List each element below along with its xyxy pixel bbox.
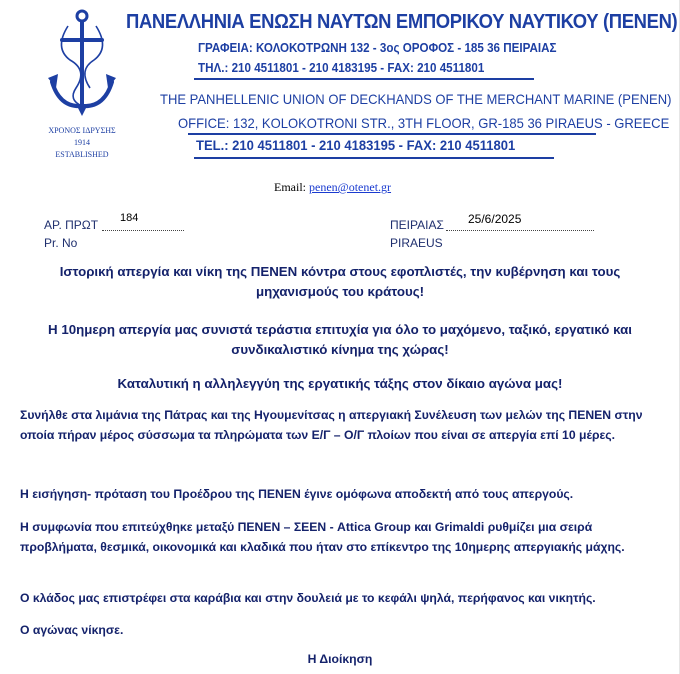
place-label: ΠΕΙΡΑΙΑΣ <box>390 218 444 232</box>
paragraph-5: Ο αγώνας νίκησε. <box>20 623 124 637</box>
phone-greek: ΤΗΛ.: 210 4511801 - 210 4183195 - FAX: 210 4511801 <box>198 61 485 75</box>
logo-caption-year: 1914 <box>74 138 90 147</box>
address-english: OFFICE: 132, KOLOKOTRONI STR., 3TH FLOOR, GR-185 36 PIRAEUS - GREECE <box>178 115 670 131</box>
signature: Η Διοίκηση <box>307 652 373 666</box>
place-label-english: PIRAEUS <box>390 236 443 250</box>
divider-line <box>188 133 596 135</box>
paragraph-3: Η συμφωνία που επιτεύχθηκε μεταξύ ΠΕΝΕΝ – ΣΕΕΝ - Attica Group και Grimaldi ρυθμίζει μια σειρά προβλήματα, θεσμικά, οικονομικά και κλαδικά που ήταν στο επίκεντρο της 10ημερης απεργιακής μάχης. <box>20 520 625 554</box>
address-greek: ΓΡΑΦΕΙΑ: ΚΟΛΟΚΟΤΡΩΝΗ 132 - 3ος ΟΡΟΦΟΣ - 185 36 ΠΕΙΡΑΙΑΣ <box>198 41 557 55</box>
letter-date: 25/6/2025 <box>468 212 522 226</box>
union-title-english: THE PANHELLENIC UNION OF DECKHANDS OF THE MERCHANT MARINE (PENEN) <box>160 91 672 107</box>
protocol-dotted-line <box>102 230 184 231</box>
divider-line <box>194 78 534 80</box>
protocol-number: 184 <box>120 212 139 224</box>
headline-1: Ιστορική απεργία και νίκη της ΠΕΝΕΝ κόντρα στους εφοπλιστές, την κυβέρνηση και τους μηχανισμούς του κράτους! <box>59 264 621 299</box>
date-dotted-line <box>446 230 594 231</box>
logo-caption-founded: ΧΡΟΝΟΣ ΙΔΡΥΣΗΣ <box>48 126 116 135</box>
email-line <box>274 180 391 195</box>
email-label: Email: <box>274 180 306 194</box>
anchor-icon <box>48 8 116 120</box>
protocol-label-english: Pr. No <box>44 236 78 250</box>
email-link[interactable]: penen@otenet.gr <box>309 180 392 194</box>
headline-2: Η 10ημερη απεργία μας συνιστά τεράστια επιτυχία για όλο το μαχόμενο, ταξικό, εργατικό και συνδικαλιστικό κίνημα της χώρας! <box>48 322 632 357</box>
logo-caption-established: ESTABLISHED <box>55 150 109 159</box>
headline-3: Καταλυτική η αλληλεγγύη της εργατικής τάξης στον δίκαιο αγώνα μας! <box>117 376 563 391</box>
divider-line <box>194 157 554 159</box>
paragraph-2: Η εισήγηση- πρόταση του Προέδρου της ΠΕΝΕΝ έγινε ομόφωνα αποδεκτή από τους απεργούς. <box>20 487 574 501</box>
phone-english: TEL.: 210 4511801 - 210 4183195 - FAX: 210 4511801 <box>196 137 516 153</box>
protocol-label: ΑΡ. ΠΡΩΤ <box>44 218 99 232</box>
paragraph-4: Ο κλάδος μας επιστρέφει στα καράβια και στην δουλειά με το κεφάλι ψηλά, περήφανος και νικητής. <box>20 591 596 605</box>
paragraph-1: Συνήλθε στα λιμάνια της Πάτρας και της Ηγουμενίτσας η απεργιακή Συνέλευση των μελών της ΠΕΝΕΝ στην οποία πήραν μέρος σύσσωμα τα πληρώματα των Ε/Γ – Ο/Γ πλοίων που είναι σε απεργία επί 10 μέρες. <box>20 408 643 442</box>
union-title-greek: ΠΑΝΕΛΛΗΝΙΑ ΕΝΩΣΗ ΝΑΥΤΩΝ ΕΜΠΟΡΙΚΟΥ ΝΑΥΤΙΚΟΥ (ΠΕΝΕΝ) <box>126 10 678 33</box>
